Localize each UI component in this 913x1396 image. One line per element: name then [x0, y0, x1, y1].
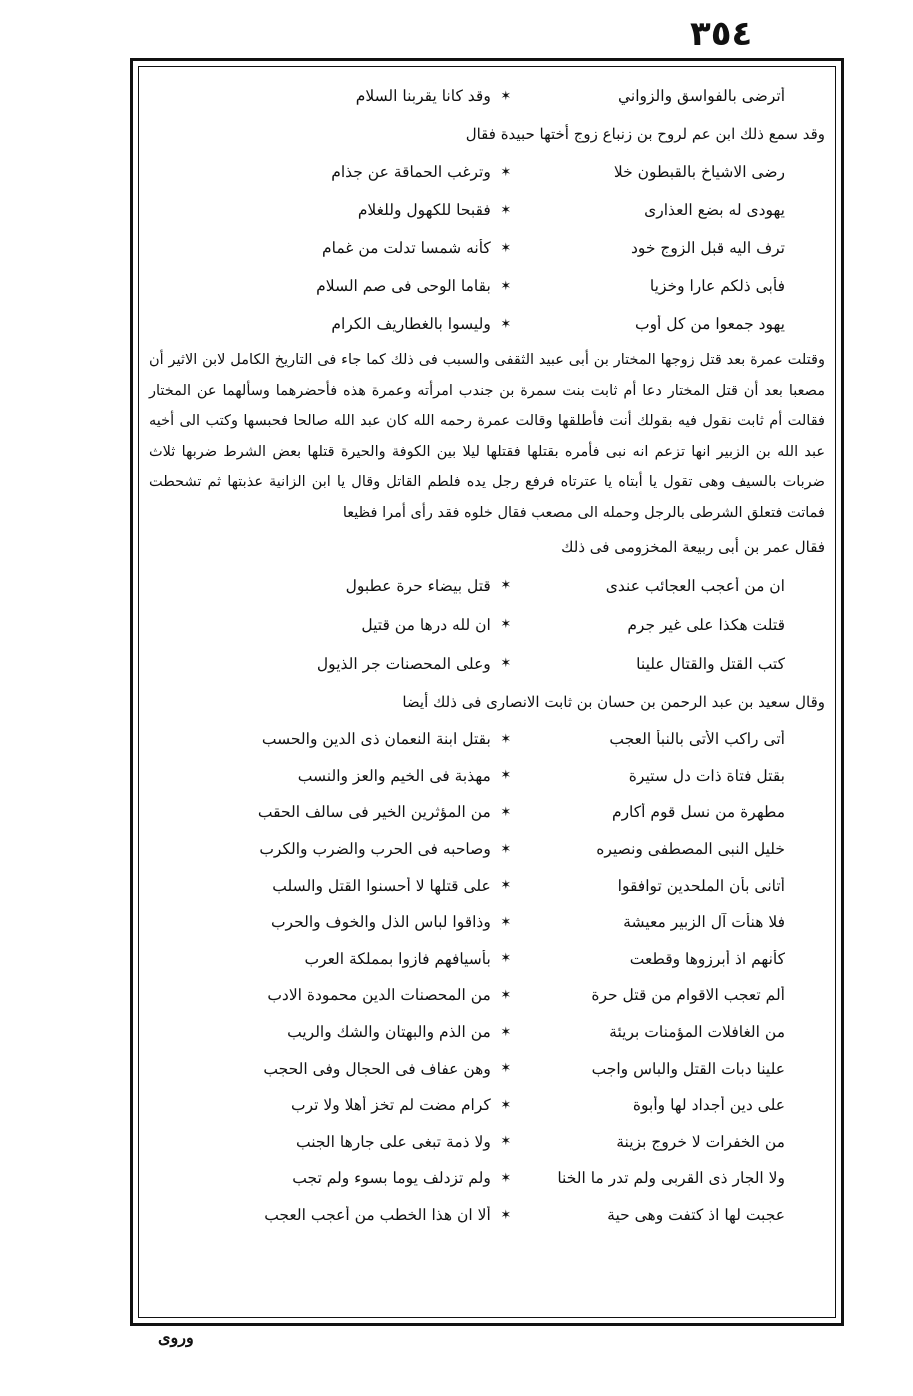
- verse-line: [149, 941, 825, 978]
- second-hemistich: مهذبة فى الخيم والعز والنسب: [297, 766, 491, 785]
- second-hemistich: وهن عفاف فى الحجال وفى الحجب: [263, 1059, 491, 1078]
- opening-verse: [149, 77, 825, 115]
- verse-line: [149, 867, 825, 904]
- second-hemistich: وليسوا بالغطاريف الكرام: [331, 315, 491, 333]
- hemistich-separator: ✶: [500, 1170, 512, 1186]
- second-hemistich: كرام مضت لم تخز أهلا ولا ترب: [291, 1096, 491, 1115]
- verse-line: [149, 904, 825, 941]
- second-hemistich: وذاقوا لباس الذل والخوف والحرب: [270, 913, 491, 932]
- intro-line: فقال عمر بن أبى ربيعة المخزومى فى ذلك: [561, 538, 825, 556]
- verse-line: [149, 977, 825, 1014]
- verse-line: [149, 566, 825, 605]
- second-hemistich: فقبحا للكهول وللغلام: [357, 201, 491, 219]
- text-frame: [130, 58, 844, 1326]
- hemistich-separator: ✶: [500, 914, 512, 930]
- first-hemistich: فأبى ذلكم عارا وخزيا: [649, 277, 785, 295]
- verse-line: [149, 1014, 825, 1051]
- hemistich-separator: ✶: [500, 578, 512, 593]
- first-hemistich: أتى راكب الأتى بالنبأ العجب: [609, 730, 785, 749]
- first-hemistich: عجبت لها اذ كتفت وهى حية: [607, 1206, 785, 1225]
- second-hemistich: وقد كانا يقربنا السلام: [355, 87, 491, 105]
- verse-line: [149, 267, 825, 305]
- hemistich-separator: ✶: [500, 1134, 512, 1150]
- verse-line: [149, 721, 825, 758]
- hemistich-separator: ✶: [500, 1207, 512, 1223]
- first-hemistich: من الخفرات لا خروج بزينة: [616, 1132, 785, 1151]
- first-hemistich: بقتل فتاة ذات دل ستيرة: [628, 766, 785, 785]
- second-hemistich: على قتلها لا أحسنوا القتل والسلب: [272, 876, 491, 895]
- second-hemistich: ان لله درها من قتيل: [361, 615, 491, 634]
- page-content: [149, 77, 825, 1311]
- page-number: ٣٥٤: [690, 14, 753, 54]
- second-hemistich: قتل بيضاء حرة عطبول: [345, 576, 491, 595]
- verse-line: [149, 305, 825, 343]
- hemistich-separator: ✶: [500, 202, 512, 218]
- second-hemistich: من المحصنات الدين محمودة الادب: [267, 986, 491, 1005]
- verse-line: [149, 1050, 825, 1087]
- second-hemistich: ألا ان هذا الخطب من أعجب العجب: [264, 1206, 491, 1225]
- verse-line: [149, 77, 825, 115]
- verse-line: [149, 758, 825, 795]
- hemistich-separator: ✶: [500, 316, 512, 332]
- verse-line: [149, 1197, 825, 1234]
- second-hemistich: وعلى المحصنات جر الذيول: [316, 654, 491, 673]
- verse-line: [149, 153, 825, 191]
- hemistich-separator: ✶: [500, 1024, 512, 1040]
- hemistich-separator: ✶: [500, 278, 512, 294]
- first-hemistich: علينا دبات القتل والباس واجب: [591, 1059, 785, 1078]
- hemistich-separator: ✶: [500, 164, 512, 180]
- prose-paragraph: وقتلت عمرة بعد قتل زوجها المختار بن أبى عبيد الثقفى والسبب فى ذلك كما جاء فى التاريخ الكامل لابن الاثير أن مصعبا بعد أن قتل المختار دعا أم ثابت بنت سمرة بن جندب امرأته وعمرة هذه فأحضرهما وسألهما عن المختار فقالت أم ثابت نقول فيه بقولك أنت فأطلقها وقالت عمرة رحمه الله كان عبد الله صالحا فحبسها وكتب الى أخيه عبد الله بن الزبير انها تزعم انه نبى فأمره بقتلها فقتلها ليلا بين الكوفة والحيرة قتلها بعض الشرط ضربها ثلاث ضربات بالسيف وهى تقول يا أبتاه يا عترتاه فرفع رجل يده فلطم القاتل وقال يا ابن الزانية عذبتها ثم تشحطت فماتت فتعلق الشرطى بالرجل وحمله الى مصعب فقال خلوه فقد رأى أمرا فظيعا: [149, 352, 825, 521]
- first-hemistich: كتب القتل والقتال علينا: [636, 654, 785, 673]
- poem-1: [149, 153, 825, 343]
- first-hemistich: ان من أعجب العجائب عندى: [605, 576, 785, 595]
- intro-line: وقال سعيد بن عبد الرحمن بن حسان بن ثابت الانصارى فى ذلك أيضا: [402, 693, 825, 711]
- second-hemistich: من المؤثرين الخير فى سالف الحقب: [257, 803, 491, 822]
- first-hemistich: فلا هنأت آل الزبير معيشة: [623, 913, 785, 932]
- second-hemistich: وترغب الحماقة عن جذام: [331, 163, 491, 181]
- hemistich-separator: ✶: [500, 617, 512, 632]
- verse-line: [149, 191, 825, 229]
- second-hemistich: بأسيافهم فازوا بمملكة العرب: [304, 949, 491, 968]
- first-hemistich: رضى الاشياخ بالقبطون خلا: [613, 163, 785, 181]
- first-hemistich: قتلت هكذا على غير جرم: [627, 615, 785, 634]
- intro-line: وقد سمع ذلك ابن عم لروح بن زنباع زوج أختها حبيدة فقال: [465, 125, 825, 143]
- first-hemistich: أتانى بأن الملحدين توافقوا: [617, 876, 785, 895]
- verse-line: [149, 1124, 825, 1161]
- first-hemistich: ولا الجار ذى القربى ولم تدر ما الخنا: [557, 1169, 785, 1188]
- hemistich-separator: ✶: [500, 841, 512, 857]
- hemistich-separator: ✶: [500, 951, 512, 967]
- first-hemistich: ألم تعجب الاقوام من قتل حرة: [591, 986, 785, 1005]
- hemistich-separator: ✶: [500, 987, 512, 1003]
- inner-frame: [138, 66, 836, 1318]
- hemistich-separator: ✶: [500, 88, 512, 104]
- first-hemistich: يهودى له بضع العذارى: [644, 201, 785, 219]
- poem-2: [149, 566, 825, 683]
- hemistich-separator: ✶: [500, 804, 512, 820]
- hemistich-separator: ✶: [500, 1061, 512, 1077]
- second-hemistich: بقتل ابنة النعمان ذى الدين والحسب: [261, 730, 491, 749]
- verse-line: [149, 644, 825, 683]
- hemistich-separator: ✶: [500, 878, 512, 894]
- verse-line: [149, 605, 825, 644]
- hemistich-separator: ✶: [500, 656, 512, 671]
- hemistich-separator: ✶: [500, 240, 512, 256]
- poem-3: [149, 721, 825, 1233]
- hemistich-separator: ✶: [500, 731, 512, 747]
- hemistich-separator: ✶: [500, 768, 512, 784]
- first-hemistich: أترضى بالفواسق والزواني: [617, 87, 785, 105]
- first-hemistich: على دين أجداد لها وأبوة: [632, 1096, 785, 1115]
- verse-line: [149, 794, 825, 831]
- first-hemistich: خليل النبى المصطفى ونصيره: [596, 840, 785, 859]
- hemistich-separator: ✶: [500, 1097, 512, 1113]
- verse-line: [149, 1087, 825, 1124]
- second-hemistich: من الذم والبهتان والشك والريب: [287, 1023, 491, 1042]
- first-hemistich: ترف اليه قبل الزوج خود: [630, 239, 785, 257]
- second-hemistich: ولا ذمة تبغى على جارها الجنب: [296, 1132, 491, 1151]
- first-hemistich: من الغافلات المؤمنات بريئة: [609, 1023, 785, 1042]
- first-hemistich: مطهرة من نسل قوم أكارم: [611, 803, 785, 822]
- second-hemistich: بقاما الوحى فى صم السلام: [316, 277, 491, 295]
- verse-line: [149, 831, 825, 868]
- verse-line: [149, 229, 825, 267]
- first-hemistich: كأنهم اذ أبرزوها وقطعت: [629, 949, 785, 968]
- catchword: وروى: [158, 1328, 194, 1347]
- first-hemistich: يهود جمعوا من كل أوب: [634, 315, 785, 333]
- second-hemistich: كأنه شمسا تدلت من غمام: [322, 239, 491, 257]
- second-hemistich: ولم تزدلف يوما بسوء ولم تجب: [292, 1169, 491, 1188]
- second-hemistich: وصاحبه فى الحرب والضرب والكرب: [259, 840, 491, 859]
- verse-line: [149, 1160, 825, 1197]
